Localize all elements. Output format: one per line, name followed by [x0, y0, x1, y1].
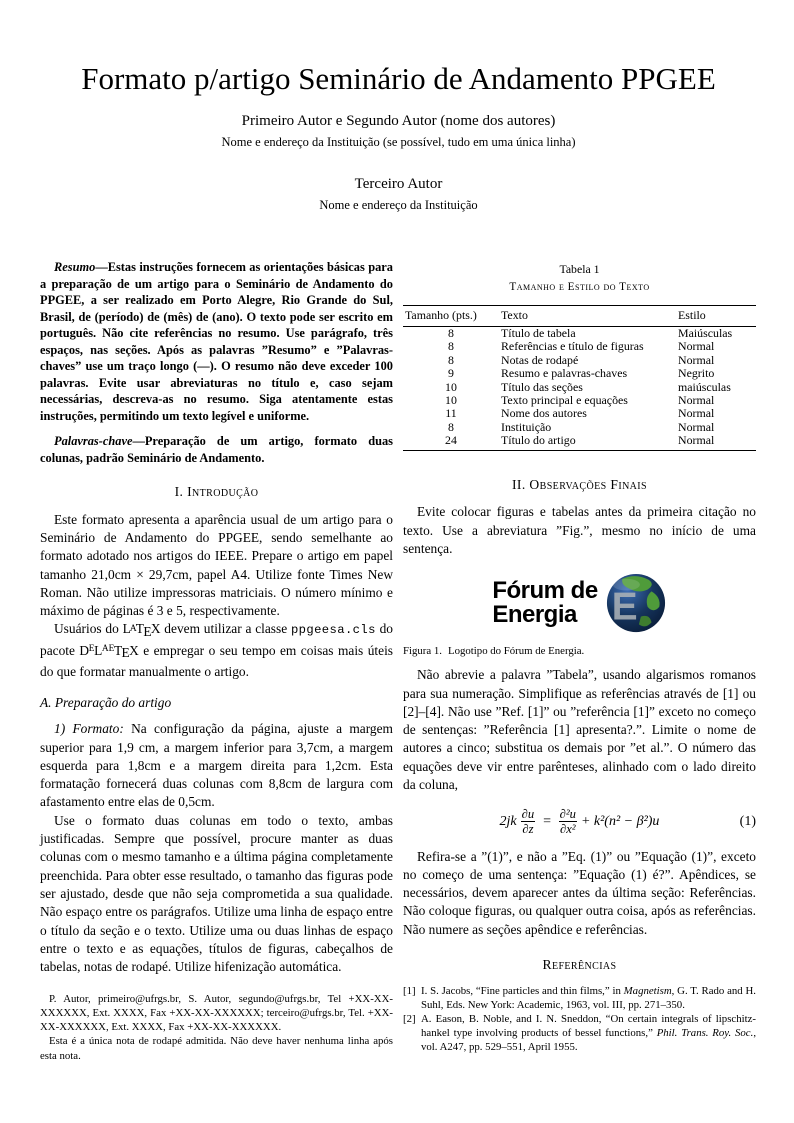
table-row: 9 Resumo e palavras-chaves Negrito — [448, 366, 715, 381]
table-subtitle: Tamanho e Estilo do Texto — [509, 281, 650, 294]
author-affiliation-1: Nome e endereço da Instituição (se possível, tudo em uma única linha) — [221, 135, 576, 150]
subsection-heading-a: A. Preparação do artigo — [40, 694, 172, 710]
forum-energia-logo-text: Fórum de Energia — [492, 576, 598, 629]
globe-earth-icon — [605, 572, 667, 634]
table-block — [403, 261, 756, 451]
table-row: 8 Título de tabela Maiúsculas — [448, 325, 733, 340]
col-header-tamanho: Tamanho (pts.) — [403, 306, 499, 326]
authors-block — [40, 113, 757, 213]
abstract-label: Resumo — [54, 260, 96, 275]
latex-logo: LATEX — [122, 621, 161, 640]
formato-lead: 1) Formato: — [54, 721, 124, 737]
column-left — [40, 259, 393, 1062]
section-heading-introducao: I. Introdução — [174, 484, 259, 500]
observacoes-paragraph-1: Evite colocar figuras e tabelas antes da primeira citação no texto. Use a abreviatura ”Fig.”, mesmo no início de uma sentença. — [403, 504, 756, 556]
keywords-paragraph — [40, 433, 393, 466]
delatex-logo: $D^EL^{AE}TEX$ — [79, 642, 139, 661]
keywords-text: —Preparação de um artigo, formato duas colunas, padrão Seminário de Andamento. — [40, 434, 393, 465]
observacoes-paragraph-3: Refira-se a ”(1)”, e não a ”Eq. (1)” ou ”Equação (1)”, exceto no começo de uma sentença: ”Equação (1) é?”. Apêndices, se necessários, devem aparecer antes da última seção: Referências. Não coloque figuras, ou qualquer outra coisa, após as referências. Não numere as seções apêndice e referências. — [403, 848, 756, 937]
section-heading-observacoes: II. Observações Finais — [511, 476, 648, 492]
footnote-block — [40, 992, 393, 1062]
fraction: $\frac{\partial u}{\partial z}$ — [521, 807, 535, 837]
intro-paragraph-1: Este formato apresenta a aparência usual de um artigo para o Seminário de Andamento do PPGEE, sendo semelhante ao formato adotado nos artigos do IEEE. Prepare o artigo em papel tamanho 21,0cm × 29,7cm, papel A4. Utilize fonte Times New Roman. Não utilize impressoras matriciais. O número mínimo e máximo de páginas é 3 e 5, respectivamente. — [40, 511, 393, 619]
duas-colunas-paragraph: Use o formato duas colunas em todo o texto, ambas justificadas. Sempre que possível, procure manter as duas colunas com o mesmo tamanho e a última página completamente preenchida. Para obter esse resultado, o tamanho das figuras pode ser ajustado, desde que não seja comprometida a sua qualidade. Não espaço entre os parágrafos. Utilize uma linha de espaço entre o título da seção e o texto. Utilize uma ou duas linhas de espaço entre o texto e as equações, títulos de figuras, cabeçalhos de tabelas, notas de rodapé. Utilize hifenização automática. — [40, 812, 393, 975]
reference-item: [1] I. S. Jacobs, “Fine particles and thin films,” in Magnetism, G. T. Rado and H. Suhl, Eds. New York: Academic, 1963, vol. III, pp. 271–350. — [403, 984, 756, 1011]
equation-1: 2jk $\frac{\partial u}{\partial z}$ = $\frac{\text{∂²u}}{\text{∂x²}}$ + k²(n² − β²)u (1) — [499, 807, 756, 837]
two-column-body — [40, 259, 757, 1062]
table-row: 8 Referências e título de figuras Normal — [448, 339, 715, 354]
text-style-table — [403, 305, 756, 450]
table-row: 8 Notas de rodapé Normal — [448, 352, 715, 367]
table-row: 8 Instituição Normal — [448, 419, 715, 434]
reference-item: [2] A. Eason, B. Noble, and I. N. Sneddon, “On certain integrals of lipschitz-hankel type involving products of bessel functions,” Phil. Trans. Roy. Soc., vol. A247, pp. 529–551, April 1955. — [403, 1012, 757, 1053]
section-heading-referencias: Referências — [542, 957, 617, 973]
author-names-1: Primeiro Autor e Segundo Autor (nome dos autores) — [241, 113, 556, 130]
column-right — [403, 259, 756, 1062]
intro-paragraph-2: Usuários do LATEX devem utilizar a classe ppgeesa.cls do pacote $D^EL^{AE}TEX$ e empregar o seu tempo em coisas mais úteis do que formatar manualmente o artigo. — [40, 621, 393, 679]
keywords-label: Palavras-chave — [54, 434, 133, 449]
abstract-text: —Estas instruções fornecem as orientações básicas para a preparação de um artigo para o Seminário de Andamento do PPGEE, a ser realizado em Porto Alegre, Rio Grande do Sul, Brasil, de (período) de (mês) de (ano). O texto pode ser escrito em português. Não cite referências no resumo. Use parágrafo, três espaços, nas seções. Após as palavras ”Resumo” e ”Palavras-chaves” use um traço longo (—). O resumo não deve exceder 100 palavras. Evite usar abreviaturas no título e, caso sejam necessárias, descreva-as no resumo. Siga atentamente estas instruções, permitindo um texto legível e uniforme. — [40, 260, 393, 423]
table-row: 10 Texto principal e equações Normal — [445, 392, 715, 407]
references-list — [403, 984, 756, 1054]
abstract-paragraph — [40, 259, 393, 424]
footnote-1: P. Autor, primeiro@ufrgs.br, S. Autor, segundo@ufrgs.br, Tel +XX-XX-XXXXXX, Ext. XXXX, Fax +XX-XX-XXXXXX; terceiro@ufrgs.br, Tel. +XX-XX-XXXXXX, Ext. XXXX, Fax +XX-XX-XXXXXX. — [40, 993, 393, 1034]
figure-caption: Figura 1. Logotipo do Fórum de Energia. — [403, 645, 585, 658]
footnote-2: Esta é a única nota de rodapé admitida. Não deve haver nenhuma linha após esta nota. — [40, 1035, 393, 1062]
author-affiliation-2: Nome e endereço da Instituição — [319, 198, 478, 213]
class-file-name: ppgeesa.cls — [290, 623, 376, 638]
author-names-2: Terceiro Autor — [354, 176, 443, 193]
table-header-row — [403, 306, 756, 326]
table-row: 24 Título do artigo Normal — [403, 434, 756, 450]
table-row: 10 Título das seções maiúsculas — [445, 379, 731, 394]
table-row: 11 Nome dos autores Normal — [445, 406, 715, 421]
observacoes-paragraph-2: Não abrevie a palavra ”Tabela”, usando algarismos romanos para sua numeração. Simplifique as referências através de [1] ou [2]–[4]. Não use ”Ref. [1]” ou ”referência [1]” exceto no começo de sentenças: ”Referência [1] apresenta?.”. Limite o nome de autores a cinco; substitua os demais por ”et al.”. O número das equações deve vir entre parênteses, alinhado com o lado direito da coluna, — [403, 667, 756, 793]
col-header-estilo: Estilo — [676, 306, 756, 326]
logo-e-letter: E — [611, 585, 638, 629]
formato-paragraph: 1) Formato: Na configuração da página, ajuste a margem superior para 1,9 cm, a margem inferior para 3,7cm, a margem esquerda para 1,8cm e a margem direita para 1,2cm. Esta formatação fornecerá duas colunas com 8,8cm de largura com afastamento entre elas de 0,5cm. — [40, 721, 393, 810]
table-caption: Tabela 1 — [559, 262, 600, 277]
equation-number: (1) — [739, 814, 756, 830]
fraction: $\frac{\text{∂²u}}{\text{∂x²}}$ — [559, 807, 576, 837]
figure-logo — [403, 572, 756, 634]
col-header-texto: Texto — [499, 306, 676, 326]
article-title: Formato p/artigo Seminário de Andamento PPGEE — [81, 61, 716, 96]
